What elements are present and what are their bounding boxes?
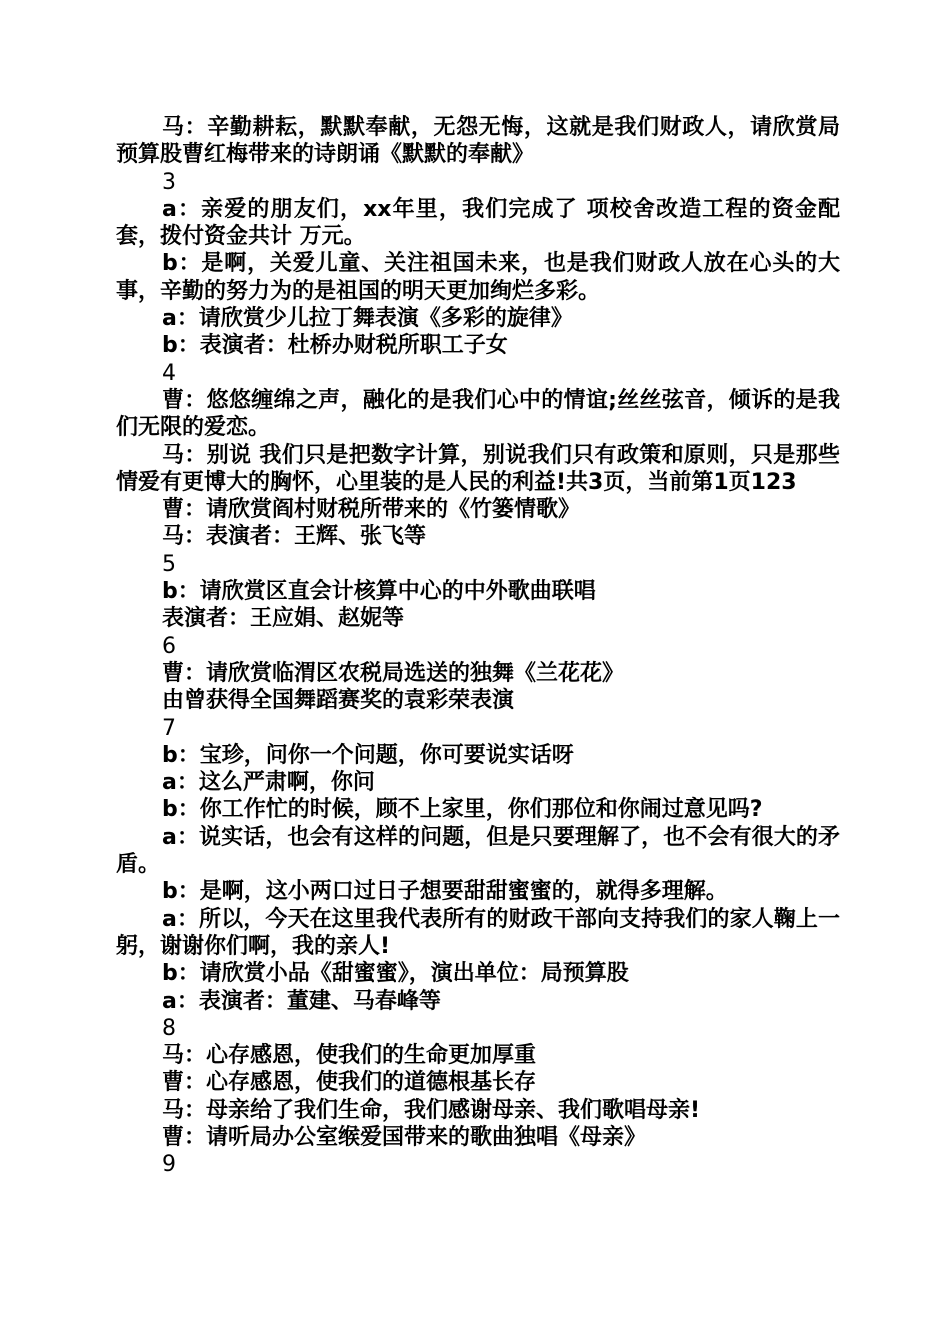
script-line: 马：别说 我们只是把数字计算，别说我们只有政策和原则，只是那些情爱有更博大的胸怀，心里装的是人民的利益!共3页，当前第1页123 (116, 442, 840, 495)
section-number: 6 (162, 633, 176, 659)
section-number: 9 (162, 1152, 176, 1178)
script-line: b：请欣赏区直会计核算中心的中外歌曲联唱 (162, 579, 596, 605)
script-line: 表演者：王应娟、赵妮等 (162, 606, 405, 632)
script-line: 曹：请听局办公室缑爱国带来的歌曲独唱《母亲》 (162, 1124, 647, 1150)
script-line: 马：辛勤耕耘，默默奉献，无怨无悔，这就是我们财政人，请欣赏局预算股曹红梅带来的诗朗诵《默默的奉献》 (116, 115, 840, 168)
script-line: 由曾获得全国舞蹈赛奖的袁彩荣表演 (162, 688, 515, 714)
section-number: 7 (162, 715, 176, 741)
section-number: 3 (162, 169, 176, 195)
document-body (116, 114, 840, 1179)
script-line: b：是啊，这小两口过日子想要甜甜蜜蜜的，就得多理解。 (162, 879, 728, 905)
section-number: 5 (162, 551, 176, 577)
script-line: 马：母亲给了我们生命，我们感谢母亲、我们歌唱母亲! (162, 1097, 701, 1123)
script-line: 马：心存感恩，使我们的生命更加厚重 (162, 1043, 537, 1069)
script-line: b：宝珍，问你一个问题，你可要说实话呀 (162, 742, 574, 768)
script-line: 曹：悠悠缠绵之声，融化的是我们心中的情谊;丝丝弦音，倾诉的是我们无限的爱恋。 (116, 387, 840, 441)
script-line: 曹：请欣赏临渭区农税局选送的独舞《兰花花》 (162, 660, 625, 686)
section-number: 4 (162, 360, 176, 386)
script-line: a：说实话，也会有这样的问题，但是只要理解了，也不会有很大的矛盾。 (116, 824, 840, 878)
script-line: 曹：请欣赏阎村财税所带来的《竹篓情歌》 (162, 497, 581, 523)
script-line: 马：表演者：王辉、张飞等 (162, 524, 427, 550)
script-line: 曹：心存感恩，使我们的道德根基长存 (162, 1070, 537, 1096)
script-line: b：是啊，关爱儿童、关注祖国未来，也是我们财政人放在心头的大事，辛勤的努力为的是祖国的明天更加绚烂多彩。 (116, 251, 840, 304)
script-line: a：所以，今天在这里我代表所有的财政干部向支持我们的家人鞠上一躬，谢谢你们啊，我的亲人! (116, 906, 840, 959)
section-number: 8 (162, 1015, 176, 1041)
script-line: b：请欣赏小品《甜蜜蜜》，演出单位：局预算股 (162, 961, 629, 987)
script-line: b：表演者：杜桥办财税所职工子女 (162, 333, 508, 359)
script-line: a：表演者：董建、马春峰等 (162, 988, 441, 1014)
script-line: a：这么严肃啊，你问 (162, 770, 375, 796)
script-line: a：请欣赏少儿拉丁舞表演《多彩的旋律》 (162, 306, 573, 332)
script-line: a：亲爱的朋友们，xx年里，我们完成了 项校舍改造工程的资金配套，拨付资金共计 万元。 (116, 196, 840, 250)
script-line: b：你工作忙的时候，顾不上家里，你们那位和你闹过意见吗? (162, 797, 763, 823)
